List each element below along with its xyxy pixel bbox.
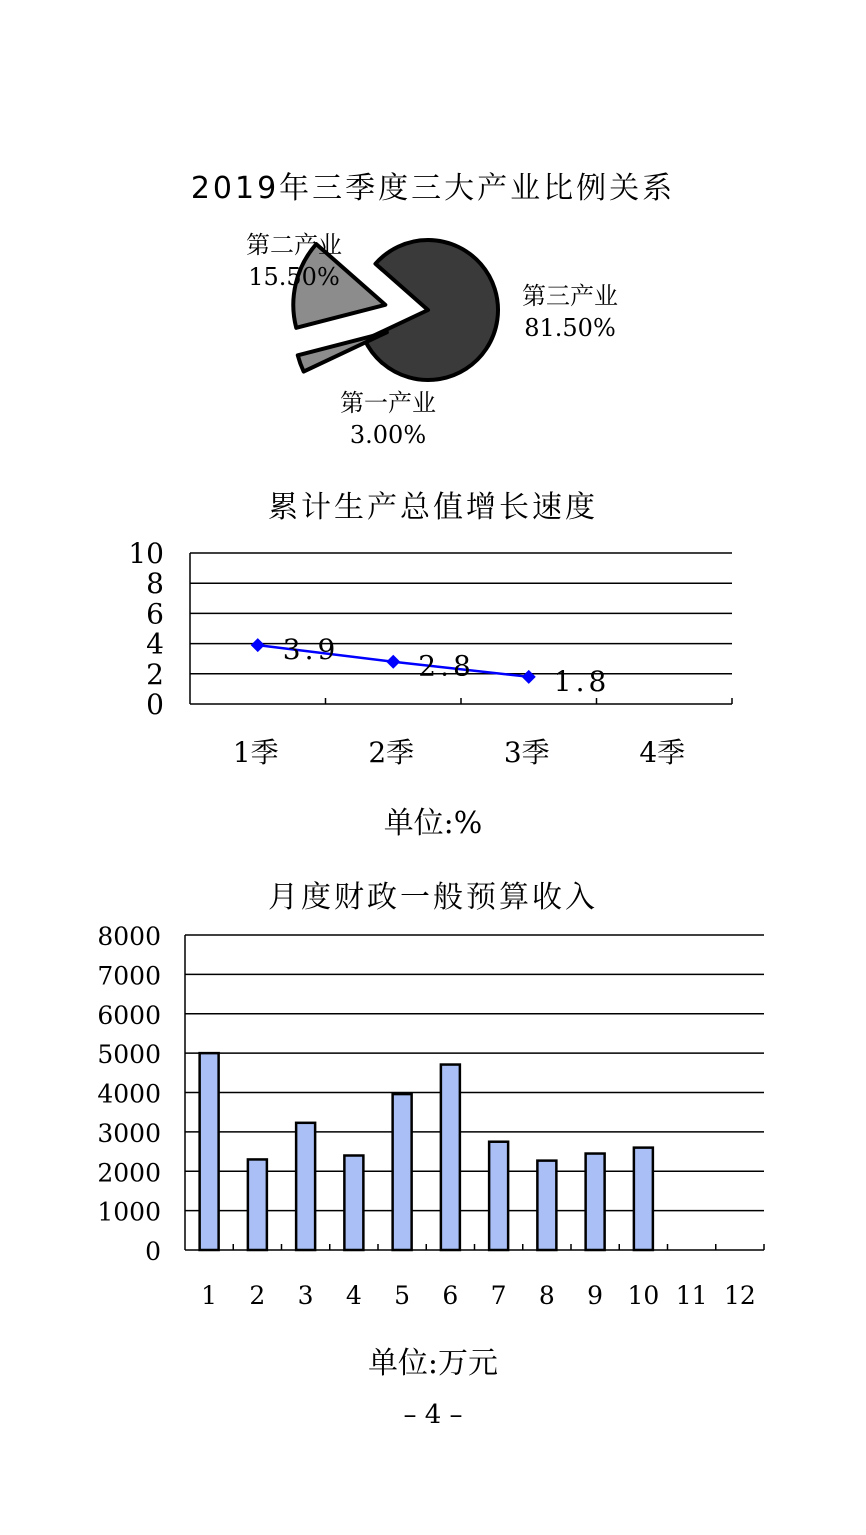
- bar-xtick-label: 3: [297, 1281, 314, 1310]
- bar-month-1: [200, 1053, 219, 1250]
- bar-xtick-label: 6: [442, 1281, 459, 1310]
- bar-month-7: [489, 1142, 508, 1250]
- bar-xtick-label: 9: [587, 1281, 604, 1310]
- bar-month-3: [296, 1123, 315, 1250]
- bar-month-2: [248, 1159, 267, 1250]
- bar-xtick-label: 2: [249, 1281, 266, 1310]
- pie-label-primary-value: 3.00%: [349, 421, 427, 449]
- line-chart-title: 累计生产总值增长速度: [268, 490, 598, 525]
- line-xtick-label: 1季: [232, 736, 279, 769]
- bar-month-5: [393, 1094, 412, 1250]
- line-ytick-label: 4: [146, 627, 164, 661]
- bar-xtick-label: 7: [490, 1281, 507, 1310]
- bar-xtick-label: 12: [723, 1281, 756, 1310]
- bar-xtick-label: 5: [394, 1281, 411, 1310]
- bar-month-4: [344, 1156, 363, 1251]
- bar-ytick-label: 3000: [97, 1118, 161, 1148]
- bar-month-10: [634, 1148, 653, 1250]
- line-data-label: 3.9: [282, 633, 340, 667]
- bar-ytick-label: 0: [145, 1237, 161, 1266]
- bar-month-8: [537, 1161, 556, 1250]
- line-ytick-label: 0: [146, 688, 164, 721]
- bar-xtick-label: 4: [345, 1281, 362, 1310]
- bar-xtick-label: 10: [627, 1281, 660, 1310]
- pie-label-tertiary-name: 第三产业: [522, 282, 618, 310]
- bar-ytick-label: 6000: [97, 1000, 161, 1030]
- bar-ytick-label: 5000: [97, 1040, 161, 1070]
- line-xtick-label: 4季: [639, 736, 686, 769]
- line-xtick-label: 3季: [503, 736, 550, 769]
- line-ytick-label: 8: [146, 567, 164, 601]
- pie-label-secondary-value: 15.50%: [248, 263, 340, 291]
- pie-label-tertiary-value: 81.50%: [524, 314, 616, 342]
- bar-month-6: [441, 1065, 460, 1250]
- line-ytick-label: 6: [146, 597, 164, 631]
- pie-label-secondary-name: 第二产业: [246, 231, 342, 259]
- bar-xtick-label: 8: [538, 1281, 555, 1310]
- line-data-label: 2.8: [418, 649, 475, 683]
- line-xtick-label: 2季: [368, 736, 415, 769]
- line-ytick-label: 10: [128, 537, 164, 570]
- line-chart-unit: 单位:%: [383, 806, 483, 841]
- bar-ytick-label: 8000: [97, 922, 161, 951]
- page-number: – 4 –: [403, 1400, 463, 1430]
- line-ytick-label: 2: [146, 657, 164, 691]
- bar-ytick-label: 2000: [97, 1158, 161, 1188]
- bar-ytick-label: 7000: [97, 961, 161, 991]
- bar-ytick-label: 1000: [97, 1197, 161, 1227]
- bar-chart-unit: 单位:万元: [367, 1346, 499, 1381]
- bar-ytick-label: 4000: [97, 1079, 161, 1109]
- bar-month-9: [586, 1154, 605, 1250]
- bar-chart-title: 月度财政一般预算收入: [268, 880, 598, 915]
- bar-xtick-label: 1: [201, 1281, 218, 1310]
- pie-label-primary-name: 第一产业: [340, 389, 436, 417]
- bar-xtick-label: 11: [675, 1281, 708, 1310]
- pie-chart-title: 2019年三季度三大产业比例关系: [190, 171, 676, 206]
- line-data-label: 1.8: [553, 664, 611, 698]
